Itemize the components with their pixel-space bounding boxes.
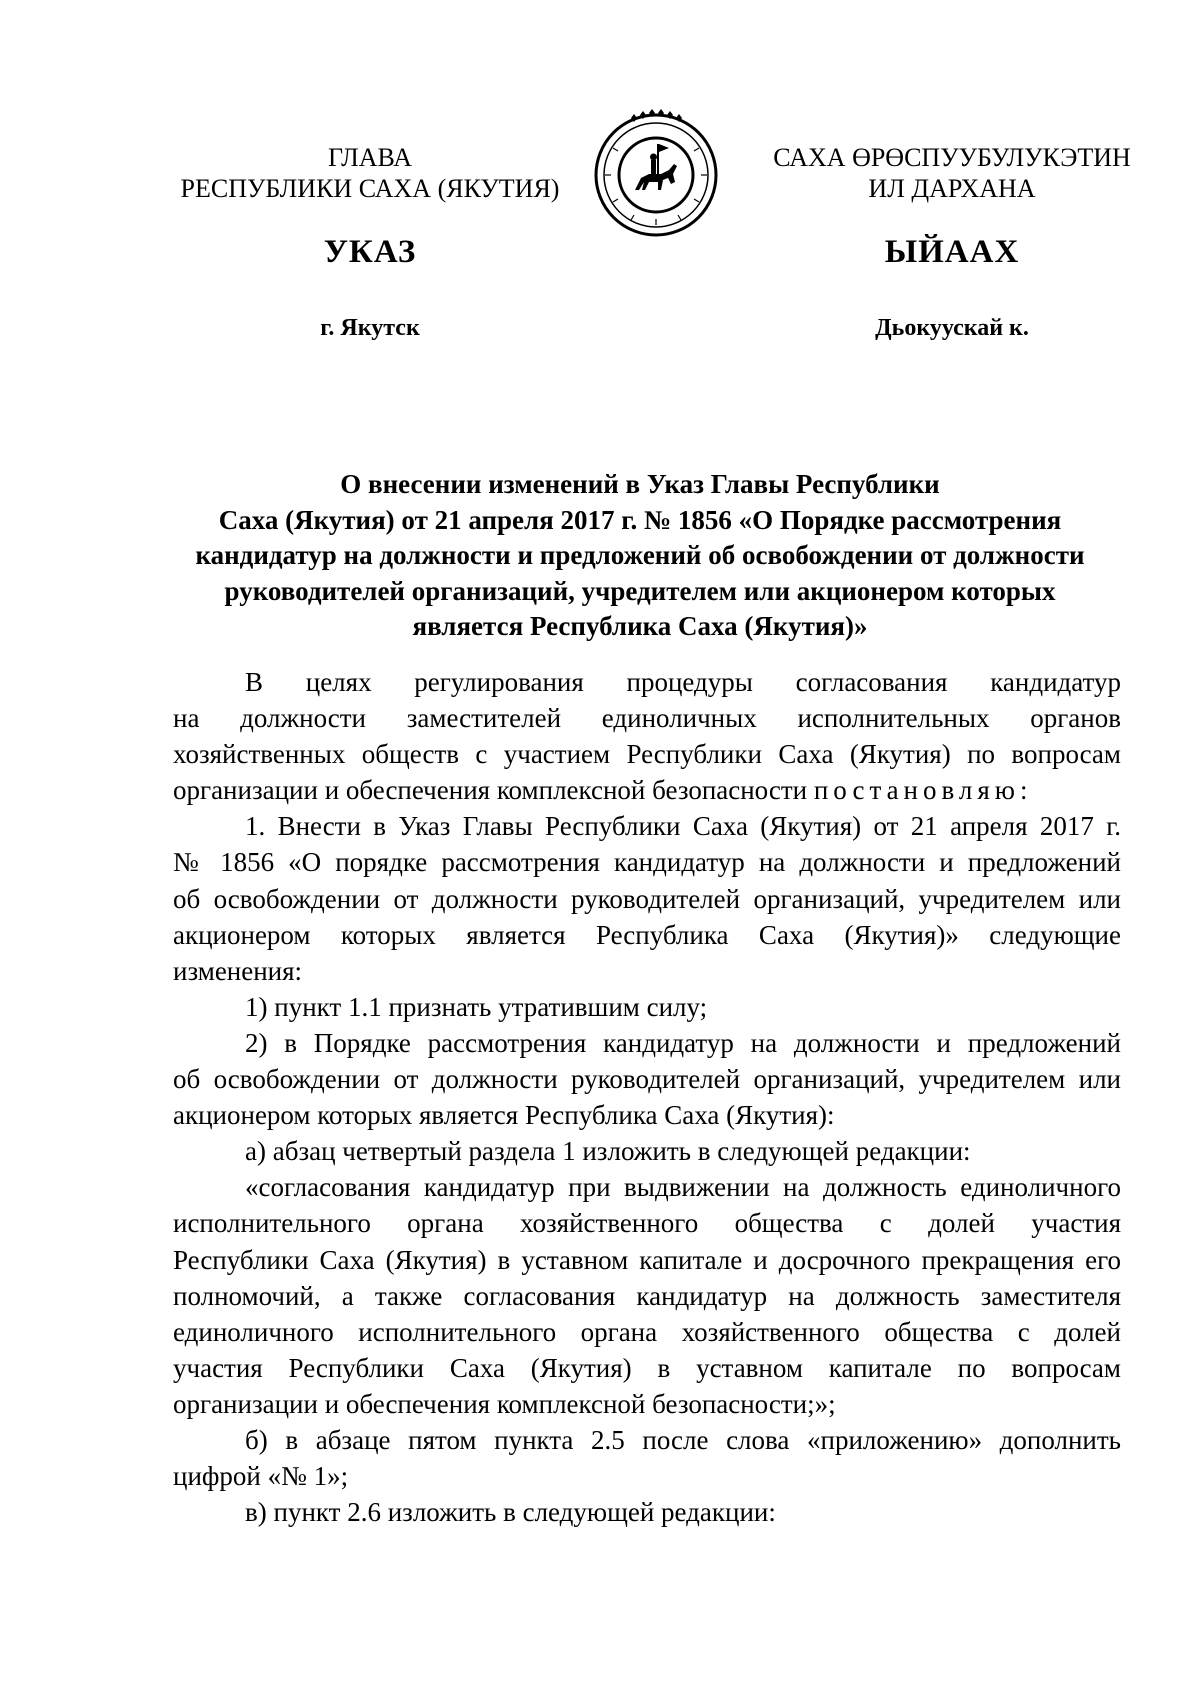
quote-line: организации и обеспечения комплексной безопасности;»; [173, 1388, 836, 1419]
item1-line: изменения: [173, 955, 303, 986]
preamble-line: В целях регулирования процедуры согласования кандидатур [245, 667, 1121, 697]
subitem-v: в) пункт 2.6 изложить в следующей редакции: [245, 1497, 776, 1528]
issuer-yakut [752, 142, 1152, 204]
issuer-yakut-line2: ИЛ ДАРХАНА [868, 174, 1036, 203]
subitem-b-line: б) в абзаце пятом пункта 2.5 после слова «приложению» дополнить [245, 1424, 1121, 1455]
item1-line: об освобождении от должности руководителей организаций, учредителем или [173, 883, 1121, 914]
decree-body [173, 664, 1121, 1530]
subitem-2-line: 2) в Порядке рассмотрения кандидатур на должности и предложений [245, 1027, 1121, 1058]
issuer-russian-line1: ГЛАВА [328, 143, 412, 172]
quote-line: исполнительного органа хозяйственного общества с долей участия [173, 1208, 1121, 1239]
title-line: является Республика Саха (Якутия)» [412, 611, 868, 641]
city-yakut: Дьокуускай к. [875, 315, 1029, 341]
quote-line: Республики Саха (Якутия) в уставном капитале и досрочного прекращения его [173, 1244, 1121, 1275]
quote-line: участия Республики Саха (Якутия) в уставном капитале по вопросам [173, 1352, 1121, 1383]
subitem-2-line: об освобождении от должности руководителей организаций, учредителем или [173, 1064, 1121, 1095]
item1-line: акционером которых является Республика Саха (Якутия)» следующие [173, 919, 1121, 950]
subitem-1: 1) пункт 1.1 признать утратившим силу; [245, 991, 708, 1022]
title-line: О внесении изменений в Указ Главы Республики [340, 469, 940, 499]
preamble-line: на должности заместителей единоличных исполнительных органов [173, 703, 1121, 734]
quote-line: «согласования кандидатур при выдвижении на должность единоличного [245, 1172, 1121, 1203]
postanovlyayu-word: постановляю: [813, 775, 1033, 806]
city-russian: г. Якутск [320, 315, 420, 341]
preamble-last-line [173, 772, 1121, 808]
issuer-yakut-line1: САХА ӨРӨСПУУБУЛУКЭТИН [773, 143, 1131, 172]
title-line: кандидатур на должности и предложений об освобождении от должности [195, 540, 1085, 570]
issuer-russian-line2: РЕСПУБЛИКИ САХА (ЯКУТИЯ) [180, 174, 560, 203]
issuer-russian [160, 142, 580, 204]
decree-title [160, 467, 1120, 645]
title-line: Саха (Якутия) от 21 апреля 2017 г. № 1856 «О Порядке рассмотрения [218, 504, 1062, 535]
subitem-a: а) абзац четвертый раздела 1 изложить в следующей редакции: [245, 1136, 971, 1167]
quote-line: единоличного исполнительного органа хозяйственного общества с долей [173, 1316, 1121, 1347]
subitem-b-line: цифрой «№ 1»; [173, 1461, 349, 1492]
quote-line: полномочий, а также согласования кандидатур на должность заместителя [173, 1280, 1121, 1311]
coat-of-arms-emblem [591, 108, 721, 238]
item1-line: 1. Внести в Указ Главы Республики Саха (Якутия) от 21 апреля 2017 г. [245, 811, 1121, 842]
preamble-line: организации и обеспечения комплексной безопасности [173, 775, 808, 806]
decree-label-russian: УКАЗ [323, 234, 417, 270]
subitem-2-line: акционером которых является Республика Саха (Якутия): [173, 1100, 835, 1131]
decree-label-yakut: ЫЙААХ [884, 234, 1020, 270]
preamble-line: хозяйственных обществ с участием Республики Саха (Якутия) по вопросам [173, 739, 1121, 770]
title-line: руководителей организаций, учредителем или акционером которых [224, 575, 1056, 606]
item1-line: № 1856 «О порядке рассмотрения кандидатур на должности и предложений [173, 847, 1121, 878]
